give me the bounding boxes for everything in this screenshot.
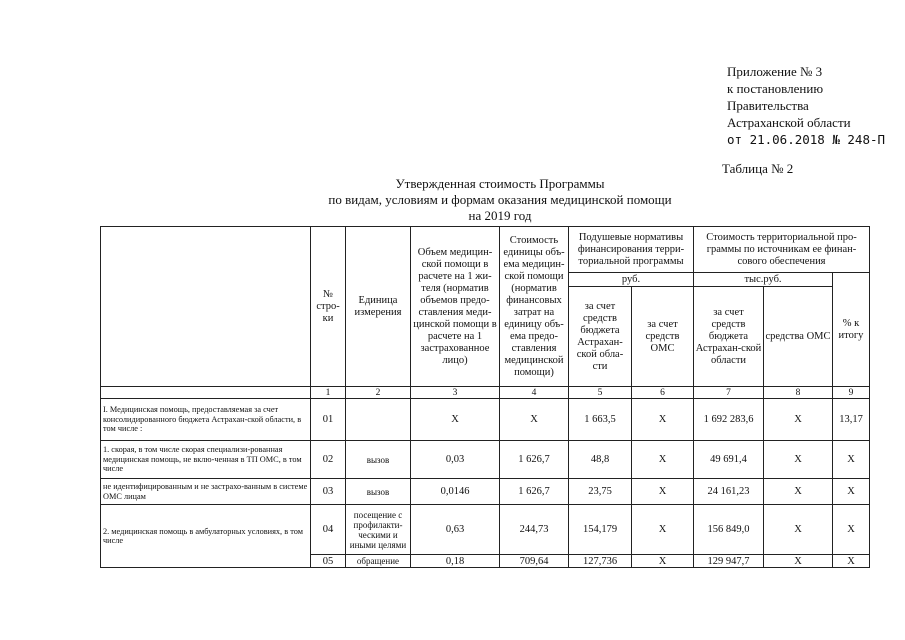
row-t-oms: Х xyxy=(764,399,833,441)
appendix-resolution-ref: от 21.06.2018 № 248-П xyxy=(727,132,886,147)
row-unit xyxy=(346,399,411,441)
row-t-budget: 129 947,7 xyxy=(694,555,764,568)
row-pct: Х xyxy=(833,441,870,479)
col-number: 4 xyxy=(500,387,569,399)
col-number: 6 xyxy=(632,387,694,399)
title-line-2: по видам, условиям и формам оказания медицинской помощи xyxy=(328,192,672,207)
row-pc-oms: Х xyxy=(632,479,694,505)
col-number: 8 xyxy=(764,387,833,399)
appendix-line-2: к постановлению xyxy=(727,81,824,96)
col-number: 5 xyxy=(569,387,632,399)
row-pc-oms: Х xyxy=(632,555,694,568)
row-t-budget: 1 692 283,6 xyxy=(694,399,764,441)
table-row xyxy=(101,479,870,505)
row-t-budget: 24 161,23 xyxy=(694,479,764,505)
row-name: 2. медицинская помощь в амбулаторных условиях, в том числе xyxy=(101,505,311,568)
col-number: 7 xyxy=(694,387,764,399)
row-pc-budget: 23,75 xyxy=(569,479,632,505)
row-cost: 1 626,7 xyxy=(500,441,569,479)
header-oms-thous: средства ОМС xyxy=(764,287,833,387)
row-no: 02 xyxy=(311,441,346,479)
row-unit: вызов xyxy=(346,441,411,479)
row-pc-oms: Х xyxy=(632,505,694,555)
row-volume: 0,63 xyxy=(411,505,500,555)
row-unit: вызов xyxy=(346,479,411,505)
col-number: 2 xyxy=(346,387,411,399)
row-no: 03 xyxy=(311,479,346,505)
appendix-line-1: Приложение № 3 xyxy=(727,64,823,79)
table-number: Таблица № 2 xyxy=(722,161,794,176)
row-no: 04 xyxy=(311,505,346,555)
appendix-line-4: Астраханской области xyxy=(727,115,851,130)
row-pct: Х xyxy=(833,479,870,505)
header-oms-rub: за счет средств ОМС xyxy=(632,287,694,387)
row-pc-budget: 127,736 xyxy=(569,555,632,568)
row-no: 05 xyxy=(311,555,346,568)
row-name: не идентифицированным и не застрахо-ванным в системе ОМС лицам xyxy=(101,479,311,505)
row-volume: 0,0146 xyxy=(411,479,500,505)
header-per-capita: Подушевые нормативы финансирования терри-ториальной программы xyxy=(569,227,694,273)
header-budget-rub: за счет средств бюджета Астрахан-ской обла-сти xyxy=(569,287,632,387)
header-name-blank xyxy=(101,227,311,387)
document-title xyxy=(240,176,760,224)
header-percent: % к итогу xyxy=(833,273,870,387)
row-volume: 0,03 xyxy=(411,441,500,479)
col-number: 3 xyxy=(411,387,500,399)
table-row xyxy=(101,441,870,479)
row-unit: посещение с профилакти-ческими и иными целями xyxy=(346,505,411,555)
col-number-blank xyxy=(101,387,311,399)
row-volume: 0,18 xyxy=(411,555,500,568)
row-pct: 13,17 xyxy=(833,399,870,441)
table-row xyxy=(101,505,870,555)
appendix-block xyxy=(727,63,885,148)
row-pct: Х xyxy=(833,505,870,555)
header-volume: Объем медицин-ской помощи в расчете на 1 жи-теля (норматив объемов предо-ставления меди-цинской помощи в расчете на 1 застрахованное лицо) xyxy=(411,227,500,387)
row-pc-budget: 154,179 xyxy=(569,505,632,555)
row-pc-oms: Х xyxy=(632,441,694,479)
table-row xyxy=(101,399,870,441)
row-volume: Х xyxy=(411,399,500,441)
title-line-1: Утвержденная стоимость Программы xyxy=(395,176,605,191)
header-territorial: Стоимость территориальной про-граммы по источникам ее финан-сового обеспечения xyxy=(694,227,870,273)
row-cost: 244,73 xyxy=(500,505,569,555)
row-cost: 1 626,7 xyxy=(500,479,569,505)
row-unit: обращение xyxy=(346,555,411,568)
col-number: 9 xyxy=(833,387,870,399)
header-row-no: № стро-ки xyxy=(311,227,346,387)
header-rub: руб. xyxy=(569,273,694,287)
row-no: 01 xyxy=(311,399,346,441)
col-number: 1 xyxy=(311,387,346,399)
row-t-oms: Х xyxy=(764,505,833,555)
program-cost-table xyxy=(100,226,870,568)
appendix-line-3: Правительства xyxy=(727,98,809,113)
row-t-oms: Х xyxy=(764,479,833,505)
row-pc-budget: 1 663,5 xyxy=(569,399,632,441)
row-t-budget: 49 691,4 xyxy=(694,441,764,479)
header-cost: Стоимость единицы объ-ема медицин-ской помощи (норматив финансовых затрат на единицу объ-ема предо-ставления медицинской помощи) xyxy=(500,227,569,387)
row-cost: 709,64 xyxy=(500,555,569,568)
row-t-oms: Х xyxy=(764,441,833,479)
header-budget-thous: за счет средств бюджета Астрахан-ской области xyxy=(694,287,764,387)
row-pct: Х xyxy=(833,555,870,568)
row-name: 1. скорая, в том числе скорая специализи-рованная медицинская помощь, не вклю-ченная в ТП ОМС, в том числе xyxy=(101,441,311,479)
header-unit: Единица измерения xyxy=(346,227,411,387)
row-t-budget: 156 849,0 xyxy=(694,505,764,555)
row-name: I. Медицинская помощь, предоставляемая за счет консолидированного бюджета Астрахан-ской области, в том числе : xyxy=(101,399,311,441)
row-pc-oms: Х xyxy=(632,399,694,441)
header-thous-rub: тыс.руб. xyxy=(694,273,833,287)
row-cost: Х xyxy=(500,399,569,441)
row-t-oms: Х xyxy=(764,555,833,568)
row-pc-budget: 48,8 xyxy=(569,441,632,479)
title-line-3: на 2019 год xyxy=(468,208,532,223)
